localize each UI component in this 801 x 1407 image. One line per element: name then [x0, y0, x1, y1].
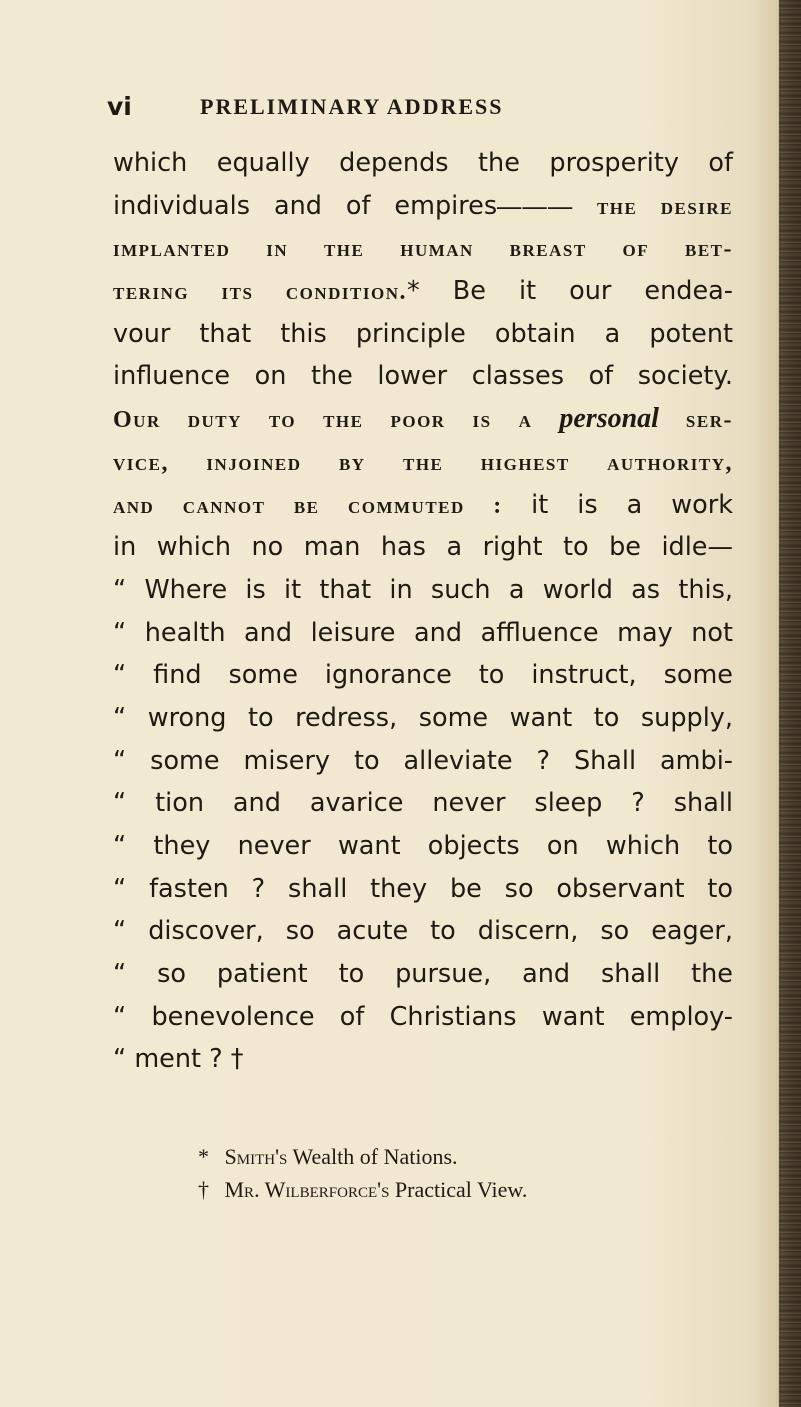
body-text	[113, 142, 733, 1081]
text-run: “ fasten ? shall they be so observant to	[113, 873, 733, 904]
page-edge-binding	[779, 0, 801, 1407]
text-line	[113, 782, 733, 825]
footnote-author: Mr. Wilberforce's	[224, 1177, 390, 1202]
text-run: vice, injoined by the highest authority,	[113, 449, 733, 476]
text-run: “ wrong to redress, some want to supply,	[113, 702, 733, 733]
text-line	[113, 313, 733, 356]
text-line	[113, 441, 733, 484]
text-line	[113, 398, 733, 441]
footnote	[198, 1173, 718, 1206]
text-run: influence on the lower classes of society.	[113, 361, 733, 392]
text-run: ser-	[658, 407, 733, 434]
text-line	[113, 825, 733, 868]
text-line	[113, 953, 733, 996]
text-run: “ some misery to alleviate ? Shall ambi-	[113, 745, 733, 776]
text-run: Be it our endea-	[419, 276, 733, 307]
text-line	[113, 1038, 733, 1081]
text-line	[113, 654, 733, 697]
text-run: “ tion and avarice never sleep ? shall	[113, 788, 733, 819]
page-header	[107, 92, 667, 132]
text-run: vour that this principle obtain a potent	[113, 318, 733, 349]
text-run: “ so patient to pursue, and shall the	[113, 959, 733, 990]
footnote-mark: *	[198, 1144, 209, 1169]
text-line	[113, 270, 733, 313]
text-run: and cannot be commuted :	[113, 492, 532, 519]
running-head: PRELIMINARY ADDRESS	[200, 94, 504, 119]
text-run: which equally depends the prosperity of	[113, 148, 733, 178]
text-line	[113, 227, 733, 270]
footnote-author: Smith's	[224, 1144, 288, 1169]
text-run: “ they never want objects on which to	[113, 831, 733, 861]
page-number: vi	[107, 92, 132, 121]
text-line	[113, 697, 733, 740]
text-line	[113, 355, 733, 398]
text-run: tering its condition.	[113, 279, 407, 306]
text-run: implanted in the human breast of bet-	[113, 236, 733, 263]
text-run: “ discover, so acute to discern, so eager,	[113, 916, 733, 947]
footnote	[198, 1140, 718, 1173]
text-line	[113, 996, 733, 1039]
text-run: it is a work	[531, 489, 734, 520]
footnote-text: Practical View.	[394, 1177, 528, 1202]
text-run: “ health and leisure and affluence may not	[113, 617, 733, 648]
text-run: individuals and of empires	[113, 190, 498, 221]
text-run: “ Where is it that in such a world as this,	[113, 574, 733, 605]
text-line	[113, 612, 733, 655]
text-line	[113, 185, 733, 228]
text-run: ——— the desire	[497, 193, 734, 220]
text-run: “ find some ignorance to instruct, some	[113, 660, 733, 691]
text-line	[113, 142, 733, 185]
text-run: “ benevolence of Christians want employ-	[113, 1001, 733, 1032]
text-line	[113, 868, 733, 911]
text-run: Our duty to the poor is a	[113, 407, 560, 434]
text-line	[113, 910, 733, 953]
text-line	[113, 740, 733, 783]
text-run: personal	[559, 403, 659, 435]
text-run: *	[406, 276, 420, 307]
text-line	[113, 569, 733, 612]
text-run: “ ment ? †	[113, 1044, 244, 1075]
footnotes	[198, 1140, 718, 1206]
text-line	[113, 484, 733, 527]
text-line	[113, 526, 733, 569]
text-run: in which no man has a right to be idle—	[113, 532, 733, 563]
footnote-text: Wealth of Nations.	[292, 1144, 458, 1169]
footnote-mark: †	[198, 1177, 209, 1202]
